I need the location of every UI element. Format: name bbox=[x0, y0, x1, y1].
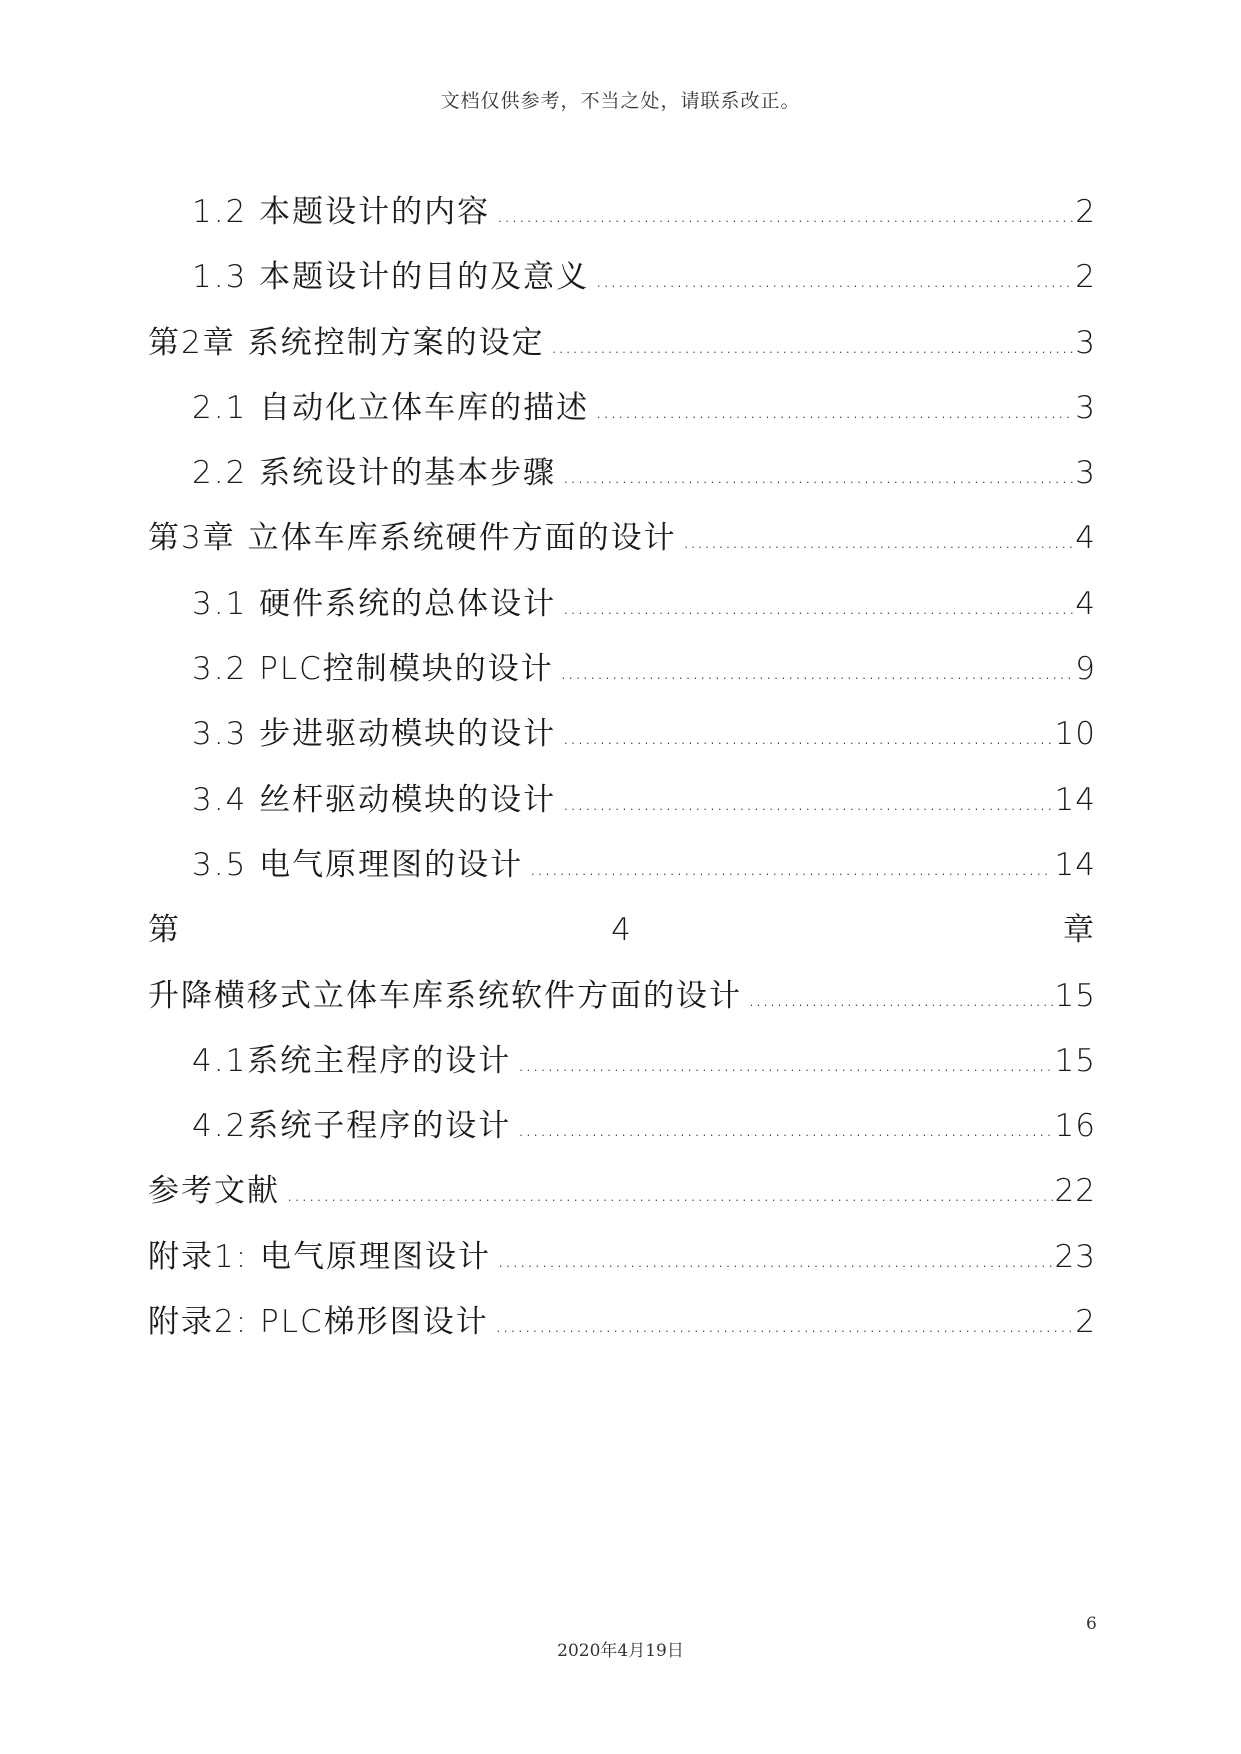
toc-entry-chapter-4[interactable] bbox=[148, 970, 1096, 1035]
toc-entry-label: 3.2 PLC控制模块的设计 bbox=[192, 651, 554, 688]
toc-entry-page: 2 bbox=[1075, 194, 1096, 230]
toc-entry-page: 4 bbox=[1075, 520, 1096, 557]
dot-leader bbox=[562, 725, 1052, 750]
footer-date: 2020年4月19日 bbox=[557, 1641, 684, 1661]
toc-entry-label: 3.1 硬件系统的总体设计 bbox=[192, 585, 557, 622]
toc-entry-label: 第2章 系统控制方案的设定 bbox=[148, 324, 545, 361]
dot-leader bbox=[560, 660, 1074, 685]
toc-entry-label: 1.2 本题设计的内容 bbox=[192, 194, 491, 230]
toc-entry-label: 附录1: 电气原理图设计 bbox=[148, 1238, 492, 1275]
toc-entry-appendix-2[interactable] bbox=[148, 1296, 1096, 1361]
toc-entry-chapter-2[interactable] bbox=[148, 317, 1096, 382]
toc-entry-3-1[interactable] bbox=[148, 578, 1096, 643]
toc-entry-3-4[interactable] bbox=[148, 774, 1096, 839]
dot-leader bbox=[529, 856, 1052, 881]
toc-entry-label: 3.4 丝杆驱动模块的设计 bbox=[192, 781, 557, 818]
toc-entry-chapter-3[interactable] bbox=[148, 512, 1096, 577]
dot-leader bbox=[496, 203, 1073, 228]
toc-entry-page: 3 bbox=[1075, 389, 1096, 426]
dot-leader bbox=[517, 1052, 1052, 1077]
toc-entry-page: 9 bbox=[1075, 651, 1096, 688]
toc-chapter-prefix: 第 bbox=[148, 912, 181, 949]
dot-leader bbox=[517, 1117, 1052, 1142]
dot-leader bbox=[595, 399, 1073, 424]
toc-entry-label: 2.2 系统设计的基本步骤 bbox=[192, 455, 557, 492]
toc-entry-label: 1.3 本题设计的目的及意义 bbox=[192, 259, 590, 296]
toc-entry-4-2[interactable] bbox=[148, 1100, 1096, 1165]
toc-entry-label: 升降横移式立体车库系统软件方面的设计 bbox=[148, 977, 742, 1014]
toc-entry-label: 参考文献 bbox=[148, 1173, 280, 1210]
dot-leader bbox=[551, 334, 1074, 359]
toc-entry-4-1[interactable] bbox=[148, 1035, 1096, 1100]
toc-entry-1-2[interactable] bbox=[148, 186, 1096, 251]
toc-entry-3-3[interactable] bbox=[148, 708, 1096, 773]
dot-leader bbox=[595, 268, 1073, 293]
dot-leader bbox=[562, 791, 1052, 816]
toc-entry-3-2[interactable] bbox=[148, 643, 1096, 708]
toc-entry-page: 3 bbox=[1075, 324, 1096, 361]
toc-entry-label: 第3章 立体车库系统硬件方面的设计 bbox=[148, 520, 677, 557]
toc-entry-page: 10 bbox=[1054, 716, 1096, 753]
toc-entry-appendix-1[interactable] bbox=[148, 1231, 1096, 1296]
dot-leader bbox=[497, 1248, 1053, 1273]
toc-entry-2-1[interactable] bbox=[148, 382, 1096, 447]
toc-entry-page: 23 bbox=[1054, 1238, 1096, 1275]
toc-entry-page: 4 bbox=[1075, 585, 1096, 622]
toc-entry-page: 16 bbox=[1054, 1108, 1096, 1145]
dot-leader bbox=[562, 595, 1073, 620]
toc-entry-page: 15 bbox=[1054, 977, 1096, 1014]
toc-entry-label: 4.2系统子程序的设计 bbox=[192, 1108, 512, 1145]
toc-entry-label: 3.5 电气原理图的设计 bbox=[192, 846, 524, 883]
toc-entry-page: 3 bbox=[1075, 455, 1096, 492]
toc-entry-label: 2.1 自动化立体车库的描述 bbox=[192, 389, 590, 426]
dot-leader bbox=[562, 464, 1073, 489]
dot-leader bbox=[286, 1182, 1053, 1207]
dot-leader bbox=[683, 529, 1074, 554]
toc-entry-3-5[interactable] bbox=[148, 839, 1096, 904]
toc-entry-label: 4.1系统主程序的设计 bbox=[192, 1042, 512, 1079]
toc-entry-page: 2 bbox=[1075, 1304, 1096, 1341]
page-number: 6 bbox=[1086, 1614, 1097, 1634]
dot-leader bbox=[495, 1313, 1074, 1338]
toc-entry-page: 2 bbox=[1075, 259, 1096, 296]
toc-entry-1-3[interactable] bbox=[148, 251, 1096, 316]
toc-entry-page: 15 bbox=[1054, 1042, 1096, 1079]
document-header-note: 文档仅供参考，不当之处，请联系改正。 bbox=[440, 90, 801, 112]
dot-leader bbox=[748, 987, 1053, 1012]
toc-entry-page: 14 bbox=[1054, 846, 1096, 883]
toc-chapter-number: 4 bbox=[611, 912, 633, 949]
toc-entry-page: 22 bbox=[1054, 1173, 1096, 1210]
table-of-contents bbox=[148, 186, 1096, 1361]
toc-entry-label: 3.3 步进驱动模块的设计 bbox=[192, 716, 557, 753]
toc-entry-2-2[interactable] bbox=[148, 447, 1096, 512]
toc-entry-chapter-4-heading[interactable] bbox=[148, 904, 1096, 969]
toc-entry-label: 附录2: PLC梯形图设计 bbox=[148, 1304, 489, 1341]
toc-entry-references[interactable] bbox=[148, 1165, 1096, 1230]
toc-entry-page: 14 bbox=[1054, 781, 1096, 818]
toc-chapter-suffix: 章 bbox=[1062, 912, 1096, 949]
